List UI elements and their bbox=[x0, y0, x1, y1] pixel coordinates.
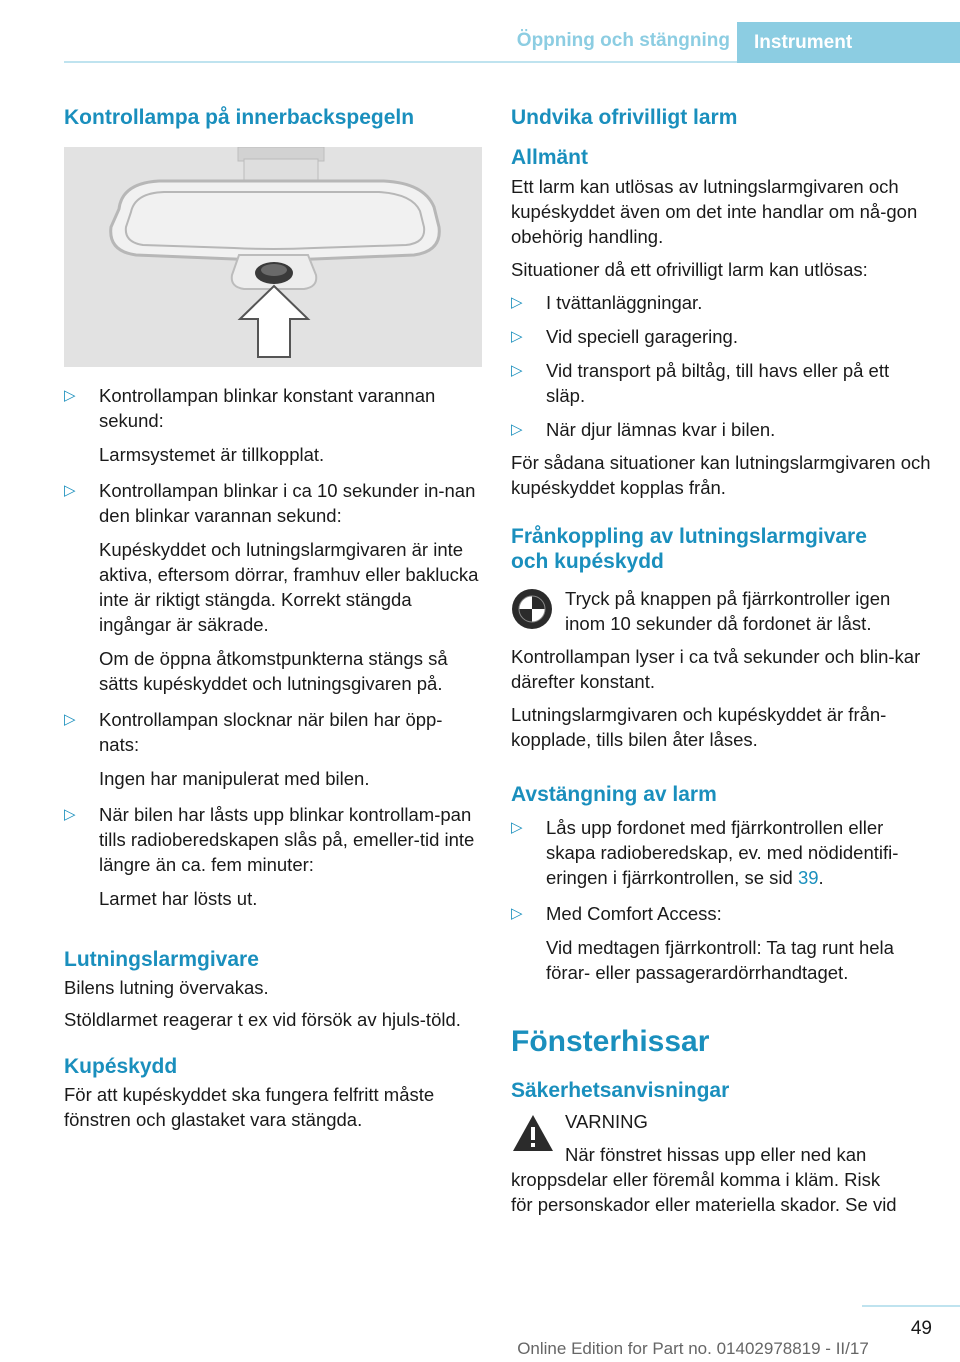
list-item-text: I tvättanläggningar. bbox=[546, 292, 703, 313]
bullet-triangle-icon: ▷ bbox=[511, 819, 523, 836]
bullet-triangle-icon: ▷ bbox=[511, 905, 523, 922]
bullet-triangle-icon: ▷ bbox=[511, 294, 523, 311]
list-item-text: När djur lämnas kvar i bilen. bbox=[546, 419, 776, 440]
bullet-triangle-icon: ▷ bbox=[64, 482, 76, 499]
list-item-text: Vid transport på biltåg, till havs eller på ett släp. bbox=[546, 360, 890, 406]
subsection-title-line: Frånkoppling av lutningslarmgivare bbox=[511, 525, 867, 548]
bullet-triangle-icon: ▷ bbox=[64, 387, 76, 404]
list-item-text: Vid speciell garagering. bbox=[546, 326, 738, 347]
list-item bbox=[64, 707, 482, 791]
subsection-title-safety: Säkerhetsanvisningar bbox=[511, 1079, 730, 1102]
warning-label: VARNING bbox=[565, 1111, 648, 1132]
warning-text-continued: för personskador eller materiella skador. Se vid bbox=[511, 1194, 897, 1215]
situations-list bbox=[511, 290, 931, 442]
warning-text: När fönstret hissas upp eller ned kan bbox=[565, 1144, 867, 1165]
list-item bbox=[511, 815, 931, 890]
rearview-mirror-illustration bbox=[64, 147, 482, 367]
header-tab: Instrument bbox=[737, 22, 960, 63]
bullet-triangle-icon: ▷ bbox=[64, 806, 76, 823]
subsection-title-alarm-off: Avstängning av larm bbox=[511, 783, 717, 806]
bullet-triangle-icon: ▷ bbox=[64, 711, 76, 728]
page-number: 49 bbox=[910, 1318, 932, 1339]
list-item bbox=[511, 290, 931, 315]
list-item bbox=[64, 383, 482, 467]
remote-instruction bbox=[511, 586, 931, 636]
warning-block bbox=[511, 1109, 931, 1167]
list-item-detail: Om de öppna åtkomstpunkterna stängs så sätts kupéskyddet och lutningsgivaren på. bbox=[99, 648, 448, 694]
warning-text-continued: kroppsdelar eller föremål komma i kläm. Risk bbox=[511, 1169, 881, 1190]
subsection-title-line: och kupéskydd bbox=[511, 550, 664, 573]
list-item bbox=[511, 417, 931, 442]
section-title-mirror-lamp: Kontrollampa på innerbackspegeln bbox=[64, 106, 415, 129]
list-item-detail: Vid medtagen fjärrkontroll: Ta tag runt hela förar- eller passagerardörrhandtaget. bbox=[546, 937, 894, 983]
paragraph: Ett larm kan utlösas av lutningslarmgivaren och kupéskyddet även om det inte handlar om nå‐gon obehörig handling. bbox=[511, 176, 918, 247]
left-column bbox=[64, 100, 482, 1132]
header-section: Öppning och stängning bbox=[516, 30, 730, 51]
paragraph: Kontrollampan lyser i ca två sekunder och blin‐kar därefter konstant. bbox=[511, 646, 921, 692]
paragraph: Lutningslarmgivaren och kupéskyddet är från‐kopplade, tills bilen åter låses. bbox=[511, 704, 887, 750]
list-item bbox=[64, 478, 482, 696]
list-item bbox=[64, 802, 482, 911]
page-reference-link[interactable]: 39 bbox=[797, 867, 819, 888]
list-item-text: Lås upp fordonet med fjärrkontrollen eller skapa radioberedskap, ev. med nödidentifi‐eringen i fjärrkontrollen, se sid bbox=[546, 817, 899, 888]
paragraph: Stöldlarmet reagerar t ex vid försök av hjuls‐töld. bbox=[64, 1009, 461, 1030]
list-item-detail: Ingen har manipulerat med bilen. bbox=[99, 768, 370, 789]
list-item-text: Kontrollampan blinkar konstant varannan sekund: bbox=[99, 385, 436, 431]
bullet-triangle-icon: ▷ bbox=[511, 362, 523, 379]
list-item-detail: Larmsystemet är tillkopplat. bbox=[99, 444, 325, 465]
online-edition-note: Online Edition for Part no. 01402978819 - II/17 bbox=[517, 1339, 869, 1358]
paragraph: Situationer då ett ofrivilligt larm kan utlösas: bbox=[511, 259, 868, 280]
warning-icon bbox=[511, 1113, 555, 1153]
list-item bbox=[511, 324, 931, 349]
lamp-status-list bbox=[64, 383, 482, 911]
list-item-detail: Larmet har lösts ut. bbox=[99, 888, 258, 909]
list-item-text-end: . bbox=[818, 867, 824, 888]
list-item-text: Med Comfort Access: bbox=[546, 903, 722, 924]
bmw-logo-icon bbox=[511, 588, 553, 630]
section-title-avoid-alarm: Undvika ofrivilligt larm bbox=[511, 106, 738, 129]
alarm-off-list bbox=[511, 815, 931, 985]
section-title-windows: Fönsterhissar bbox=[511, 1025, 710, 1058]
footer-rule bbox=[862, 1305, 960, 1307]
list-item-text: Kontrollampan slocknar när bilen har öpp‐nats: bbox=[99, 709, 443, 755]
mirror-figure bbox=[64, 147, 482, 367]
instruction-text: Tryck på knappen på fjärrkontroller igen inom 10 sekunder då fordonet är låst. bbox=[565, 588, 891, 634]
list-item-text: När bilen har låsts upp blinkar kontrollam‐pan tills radioberedskapen slås på, emeller‐tid inte längre än ca. fem minuter: bbox=[99, 804, 475, 875]
bullet-triangle-icon: ▷ bbox=[511, 421, 523, 438]
subsection-title-tilt: Lutningslarmgivare bbox=[64, 948, 259, 971]
subsection-title-disconnect bbox=[511, 524, 931, 574]
list-item bbox=[511, 901, 931, 985]
list-item-text: Kontrollampan blinkar i ca 10 sekunder in‐nan den blinkar varannan sekund: bbox=[99, 480, 476, 526]
bullet-triangle-icon: ▷ bbox=[511, 328, 523, 345]
paragraph: För att kupéskyddet ska fungera felfritt måste fönstren och glastaket vara stängda. bbox=[64, 1084, 435, 1130]
paragraph: För sådana situationer kan lutningslarmgivaren och kupéskyddet kopplas från. bbox=[511, 452, 931, 498]
paragraph: Bilens lutning övervakas. bbox=[64, 977, 269, 998]
right-column bbox=[511, 100, 931, 1217]
list-item bbox=[511, 358, 931, 408]
list-item-detail: Kupéskyddet och lutningslarmgivaren är inte aktiva, eftersom dörrar, framhuv eller baklucka inte är riktigt stängda. Korrekt stängda ingångar är säkrade. bbox=[99, 539, 479, 635]
subsection-title-cabin: Kupéskydd bbox=[64, 1055, 178, 1078]
subsection-title-general: Allmänt bbox=[511, 146, 589, 169]
